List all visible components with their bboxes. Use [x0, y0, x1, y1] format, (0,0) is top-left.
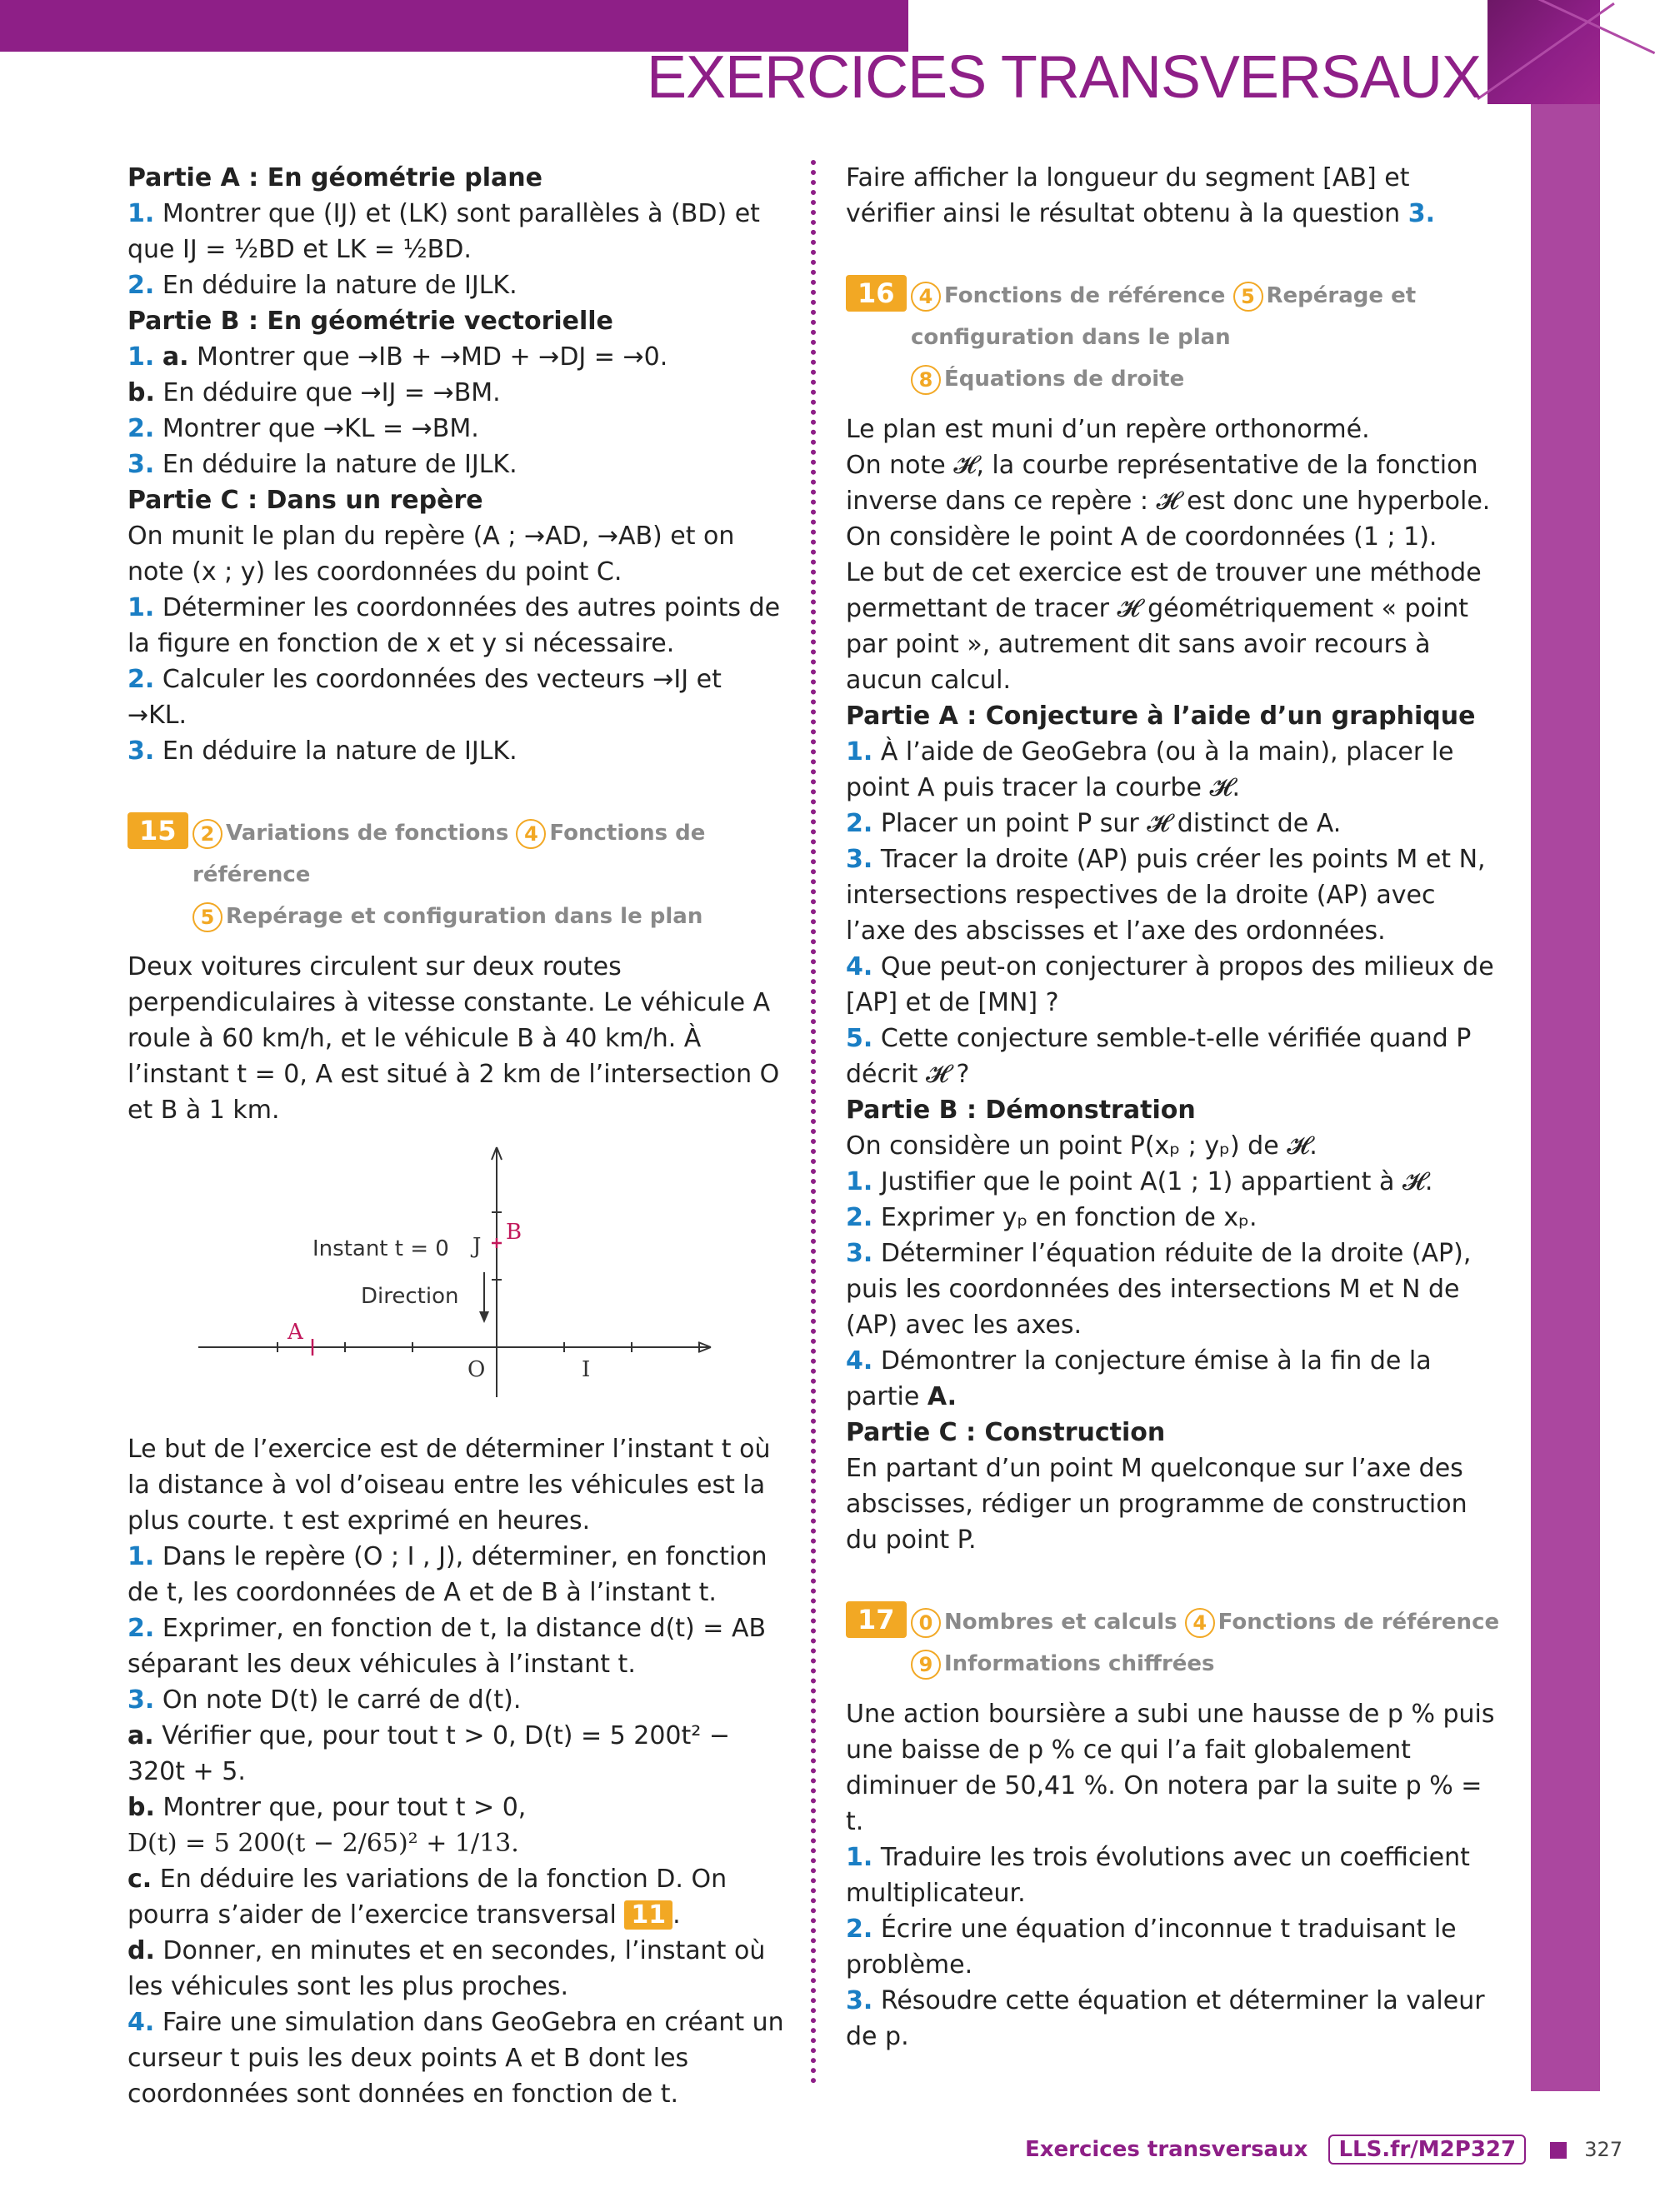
- roads-diagram: [128, 1135, 786, 1410]
- exercise-reference: 11: [624, 1900, 672, 1930]
- tag-number: 0: [911, 1608, 941, 1638]
- paragraph: En partant d’un point M quelconque sur l’axe des abscisses, rédiger un programme de construction du point P.: [846, 1454, 1468, 1555]
- tag-number: 5: [1233, 282, 1263, 312]
- paragraph: On note 𝓗, la courbe représentative de la fonction inverse dans ce repère : 𝓗 est donc une hyperbole.: [846, 451, 1491, 516]
- question: 2. Montrer que →KL = →BM.: [128, 414, 479, 443]
- question: 1. Justifier que le point A(1 ; 1) appartient à 𝓗.: [846, 1167, 1433, 1196]
- question: 2. En déduire la nature de IJLK.: [128, 271, 518, 300]
- question: b. En déduire que →IJ = →BM.: [128, 378, 501, 407]
- page-footer: [1025, 2133, 1622, 2166]
- question: 2. Calculer les coordonnées des vecteurs →IJ et →KL.: [128, 665, 722, 730]
- question: b. Montrer que, pour tout t > 0,: [128, 1793, 527, 1822]
- paragraph: Deux voitures circulent sur deux routes perpendiculaires à vitesse constante. Le véhicule A roule à 60 km/h, et le véhicule B à 40 km/h. À l’instant t = 0, A est situé à 2 km de l’intersection O et B à 1 km.: [128, 952, 780, 1125]
- question: 1. Montrer que (IJ) et (LK) sont parallèles à (BD) et que IJ = ½BD et LK = ½BD.: [128, 199, 760, 264]
- question: 1. À l’aide de GeoGebra (ou à la main), placer le point A puis tracer la courbe 𝓗.: [846, 737, 1454, 802]
- roads-diagram-svg: [128, 1135, 786, 1410]
- right-column: [846, 160, 1500, 2055]
- partC-title: Partie C : Construction: [846, 1418, 1166, 1447]
- corner-decoration: [1488, 0, 1600, 104]
- question: 3. En déduire la nature de IJLK.: [128, 450, 518, 479]
- question: 3. Tracer la droite (AP) puis créer les points M et N, intersections respectives de la droite (AP) avec l’axe des abscisses et l’axe des ordonnées.: [846, 845, 1486, 946]
- tag-number: 4: [1185, 1608, 1215, 1638]
- tag-label: Nombres et calculs: [944, 1610, 1178, 1635]
- question: 2. Exprimer, en fonction de t, la distance d(t) = AB séparant les deux véhicules à l’instant t.: [128, 1614, 767, 1679]
- tag-label: Informations chiffrées: [944, 1651, 1215, 1676]
- exercise-number-badge: 15: [128, 812, 188, 849]
- paragraph: Le but de l’exercice est de déterminer l’instant t où la distance à vol d’oiseau entre les véhicules est la plus courte. t est exprimé en heures.: [128, 1435, 771, 1535]
- partB-title: Partie B : En géométrie vectorielle: [128, 307, 613, 336]
- partB-title: Partie B : Démonstration: [846, 1096, 1196, 1125]
- partA-title: Partie A : Conjecture à l’aide d’un graphique: [846, 702, 1476, 731]
- exercise-number-badge: 17: [846, 1601, 907, 1638]
- side-band: [1531, 104, 1600, 2091]
- tag-label: Équations de droite: [944, 367, 1185, 392]
- point-J-label: J: [472, 1234, 482, 1259]
- tag-number: 5: [192, 902, 222, 932]
- question: 1. Déterminer les coordonnées des autres points de la figure en fonction de x et y si nécessaire.: [128, 593, 781, 658]
- point-A-label: A: [288, 1320, 303, 1345]
- question: 1. a. Montrer que →IB + →MD + →DJ = →0.: [128, 342, 668, 372]
- tag-number: 4: [516, 819, 546, 849]
- question: c. En déduire les variations de la fonction D. On pourra s’aider de l’exercice transversal 11 .: [128, 1865, 728, 1930]
- tag-label: Variations de fonctions: [226, 821, 509, 846]
- exercise-17-header: [846, 1601, 1500, 1685]
- tag-number: 4: [911, 282, 941, 312]
- column-separator: [811, 160, 816, 2085]
- question: 3. Déterminer l’équation réduite de la droite (AP), puis les coordonnées des intersections M et N de (AP) avec les axes.: [846, 1239, 1472, 1340]
- exercise-16-header: [846, 275, 1500, 400]
- question: 3. Résoudre cette équation et déterminer la valeur de p.: [846, 1986, 1485, 2051]
- direction-label: Direction: [361, 1284, 459, 1309]
- question: 1. Dans le repère (O ; I , J), déterminer, en fonction de t, les coordonnées de A et de B à l’instant t.: [128, 1542, 768, 1607]
- tag-label: Fonctions de référence: [944, 283, 1226, 308]
- question: d. Donner, en minutes et en secondes, l’instant où les véhicules sont les plus proches.: [128, 1936, 766, 2001]
- question: 2. Placer un point P sur 𝓗 distinct de A.: [846, 809, 1342, 838]
- footer-link[interactable]: LLS.fr/M2P327: [1328, 2135, 1526, 2165]
- left-column: [128, 160, 786, 2112]
- page-number: 327: [1584, 2138, 1623, 2161]
- question: 4. Que peut-on conjecturer à propos des milieux de [AP] et de [MN] ?: [846, 952, 1494, 1017]
- paragraph: On considère le point A de coordonnées (1 ; 1).: [846, 522, 1438, 552]
- question: 2. Écrire une équation d’inconnue t traduisant le problème.: [846, 1915, 1457, 1980]
- tag-label: Repérage et configuration dans le plan: [911, 283, 1417, 350]
- footer-label: Exercices transversaux: [1025, 2137, 1308, 2162]
- instant-label: Instant t = 0: [312, 1236, 449, 1261]
- question: 4. Démontrer la conjecture émise à la fin de la partie A.: [846, 1346, 1432, 1411]
- formula: D(t) = 5 200(t − 2/65)² + 1/13.: [128, 1829, 519, 1858]
- point-B-label: B: [506, 1220, 522, 1245]
- partA-title: Partie A : En géométrie plane: [128, 163, 542, 192]
- exercise-number-badge: 16: [846, 275, 907, 312]
- question: 1. Traduire les trois évolutions avec un coefficient multiplicateur.: [846, 1843, 1470, 1908]
- footer-square-icon: [1550, 2142, 1567, 2159]
- tag-label: Fonctions de référence: [1218, 1610, 1500, 1635]
- question: 3. En déduire la nature de IJLK.: [128, 737, 518, 766]
- tag-label: Repérage et configuration dans le plan: [226, 904, 703, 929]
- paragraph: Le but de cet exercice est de trouver une méthode permettant de tracer 𝓗 géométriquement « point par point », autrement dit sans avoir recours à aucun calcul.: [846, 558, 1482, 695]
- question: a. Vérifier que, pour tout t > 0, D(t) = 5 200t² − 320t + 5.: [128, 1721, 730, 1786]
- paragraph: On munit le plan du repère (A ; →AD, →AB) et on note (x ; y) les coordonnées du point C.: [128, 522, 735, 587]
- tag-number: 8: [911, 365, 941, 395]
- tag-number: 2: [192, 819, 222, 849]
- paragraph: On considère un point P(xₚ ; yₚ) de 𝓗.: [846, 1131, 1318, 1161]
- tag-label: Fonctions de référence: [192, 821, 706, 887]
- point-I-label: I: [582, 1357, 591, 1382]
- question: 4. Faire une simulation dans GeoGebra en créant un curseur t puis les deux points A et B dont les coordonnées sont données en fonction de t.: [128, 2008, 784, 2109]
- paragraph: Faire afficher la longueur du segment [AB] et vérifier ainsi le résultat obtenu à la question 3.: [846, 163, 1436, 228]
- paragraph: Le plan est muni d’un repère orthonormé.: [846, 415, 1370, 444]
- partC-title: Partie C : Dans un repère: [128, 486, 483, 515]
- page-title: EXERCICES TRANSVERSAUX: [647, 44, 1481, 111]
- paragraph: Une action boursière a subi une hausse de p % puis une baisse de p % ce qui l’a fait globalement diminuer de 50,41 %. On notera par la suite p % = t.: [846, 1700, 1495, 1836]
- question: 5. Cette conjecture semble-t-elle vérifiée quand P décrit 𝓗 ?: [846, 1024, 1472, 1089]
- exercise-15-header: [128, 812, 786, 937]
- tag-number: 9: [911, 1650, 941, 1680]
- question: 2. Exprimer yₚ en fonction de xₚ.: [846, 1203, 1258, 1232]
- question: 3. On note D(t) le carré de d(t).: [128, 1685, 522, 1715]
- point-O-label: O: [468, 1357, 486, 1382]
